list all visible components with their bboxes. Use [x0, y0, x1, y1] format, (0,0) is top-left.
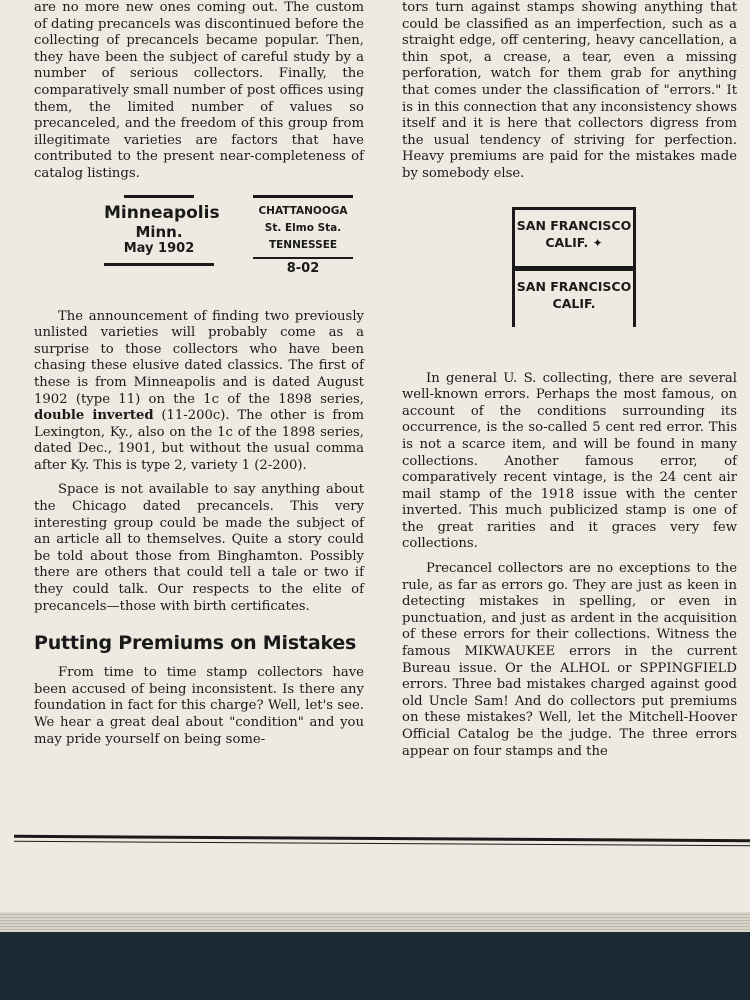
- paragraph: Space is not available to say anything about the Chicago dated precancels. This very interesting group could be made the subject of an article all to themselves. Quite a story could be told about those from Binghamton. Possibly there are others that could tell a tale or two if they could talk. Our respects to the elite of precancels—those with birth certificates.: [34, 482, 364, 614]
- chattanooga-precancel-stamp: [248, 195, 358, 277]
- stamp-text: CHATTANOOGA: [258, 204, 348, 217]
- minneapolis-precancel-stamp: [104, 195, 220, 266]
- paragraph: are no more new ones coming out. The custom of dating precancels was discontinued before the collecting of precancels became popular. Then, they have been the subject of careful study by a number of serious collectors. Finally, the comparatively small number of post offices using them, the limited number of values so precanceled, and the freedom of this group from illegitimate varieties are factors that have contributed to the present near-completeness of catalog listings.: [34, 0, 364, 181]
- page-edges: [0, 912, 750, 932]
- stamp-rule: [253, 257, 353, 259]
- bird-icon: ✦: [592, 235, 603, 250]
- stamp-text: SAN FRANCISCO: [516, 217, 632, 233]
- paragraph: tors turn against stamps showing anything that could be classified as an imperfection, such as a straight edge, off centering, heavy cancellation, a thin spot, a crease, a tear, even a missing perforation, watch for them grab for anything that comes under the classification of "errors." It is in this connection that any inconsistency shows itself and it is here that collectors digress from the usual tendency of striving for perfection. Heavy premiums are paid for the mistakes made by somebody else.: [402, 0, 737, 181]
- bold-text: double inverted: [34, 408, 154, 424]
- right-column: [402, 0, 737, 768]
- stamp-rule: [124, 195, 194, 198]
- paragraph-text: (11-200c). The other is from Lexington, Ky., also on the 1c of the 1898 series, dated Dec., 1901, but without the usual comma after Ky. This is type 2, variety 1 (2-200).: [34, 408, 364, 473]
- stamp-text: CALIF.: [552, 295, 596, 311]
- stamp-text: SAN FRANCISCO: [516, 278, 632, 294]
- error-stamp-illustrations: [402, 207, 737, 357]
- paragraph-text: The announcement of finding two previously unlisted varieties will probably come as a surprise to those collectors who have been chasing these elusive dated classics. The first of these is from Minneapolis and is dated August 1902 (type 11) on the 1c of the 1898 series,: [34, 308, 364, 407]
- stamp-text: Minneapolis: [104, 202, 220, 223]
- stamp-rule: [253, 195, 353, 198]
- stamp-rule: [104, 263, 214, 266]
- stamp-text: CALIF.: [545, 234, 589, 250]
- stamp-text: TENNESSEE: [268, 238, 338, 251]
- paragraph: [34, 309, 364, 475]
- stamp-text: May 1902: [123, 240, 195, 256]
- stamp-text: St. Elmo Sta.: [264, 221, 342, 234]
- paragraph: In general U. S. collecting, there are several well-known errors. Perhaps the most famous, on account of the conditions surrounding its occurrence, is the so-called 5 cent red error. This is not a scarce item, and will be found in many collections. Another famous error, of comparatively recent vintage, is the 24 cent air mail stamp of the 1918 issue with the center inverted. This much publicized stamp is one of the great rarities and it graces very few collections.: [402, 370, 737, 552]
- article-heading: Putting Premiums on Mistakes: [34, 632, 357, 655]
- left-column: [34, 0, 364, 756]
- paragraph: From time to time stamp collectors have been accused of being inconsistent. Is there any foundation in fact for this charge? Well, let's see. We hear a great deal about "condition" and you may pride yourself on being some-: [34, 665, 364, 747]
- paragraph: Precancel collectors are no exceptions to the rule, as far as errors go. They are just as keen in detecting mistakes in spelling, or even in punctuation, and just as ardent in the acquisition of these errors for their collections. Witness the famous MIKWAUKEE errors in the current Bureau issue. Or the ALHOL or SPPINGFIELD errors. Three bad mistakes charged against good old Uncle Sam! And do collectors put premiums on these mistakes? Well, let the Mitchell-Hoover Official Catalog be the judge. The three errors appear on four stamps and the: [402, 561, 737, 759]
- san-francisco-precancel-stamp: [512, 207, 636, 269]
- precancel-stamp-illustrations: [34, 195, 364, 295]
- san-francisco-precancel-stamp: [512, 269, 636, 327]
- stamp-text: 8-02: [286, 260, 320, 276]
- stamp-text: Minn.: [135, 222, 183, 241]
